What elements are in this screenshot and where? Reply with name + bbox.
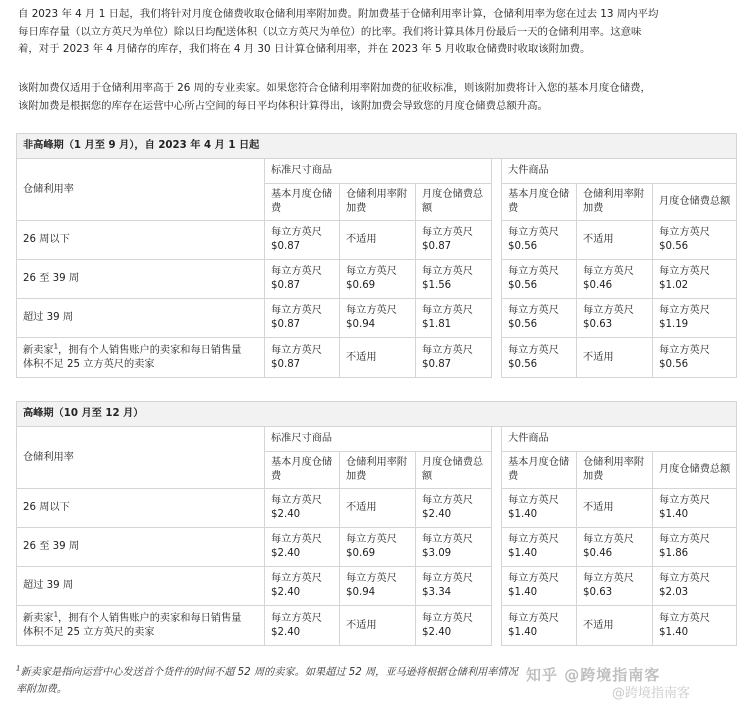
large-surcharge-line: 不适用 xyxy=(583,234,614,245)
large-total-fee xyxy=(653,606,737,646)
intro-paragraph-2 xyxy=(18,80,718,115)
standard-surcharge-line: $0.94 xyxy=(346,319,376,330)
large-total-fee-line: 每立方英尺 xyxy=(659,227,710,238)
standard-total-fee-line: $2.40 xyxy=(422,509,452,520)
large-surcharge-line: $0.46 xyxy=(583,548,613,559)
table-row xyxy=(17,260,737,299)
standard-base-fee-line: 每立方英尺 xyxy=(271,266,322,277)
large-base-fee-line: $1.40 xyxy=(508,548,538,559)
standard-total-fee-line: 每立方英尺 xyxy=(422,495,473,506)
large-base-fee-line: $0.56 xyxy=(508,319,538,330)
row-label-line xyxy=(23,311,264,325)
period-header: 非高峰期（1 月至 9 月），自 2023 年 4 月 1 日起 xyxy=(17,134,737,159)
standard-surcharge xyxy=(340,338,416,378)
large-total-fee-line: $1.02 xyxy=(659,280,689,291)
standard-surcharge-line: $0.94 xyxy=(346,587,376,598)
large-surcharge-line: 不适用 xyxy=(583,351,614,363)
column-gap xyxy=(492,452,502,489)
large-base-fee xyxy=(502,606,577,646)
large-total-fee-line: 每立方英尺 xyxy=(659,344,710,356)
row-label-text: 新卖家 xyxy=(23,612,54,624)
large-surcharge xyxy=(577,489,653,528)
large-total-fee xyxy=(653,299,737,338)
table-row xyxy=(17,528,737,567)
standard-total-fee-line: $0.87 xyxy=(422,358,452,370)
standard-total-fee xyxy=(416,338,492,378)
standard-base-fee xyxy=(265,528,340,567)
large-base-fee-line: $1.40 xyxy=(508,626,538,638)
standard-surcharge-line: 每立方英尺 xyxy=(346,305,397,316)
row-label xyxy=(17,221,265,260)
column-gap xyxy=(492,567,502,606)
large-base-fee-line: 每立方英尺 xyxy=(508,227,559,238)
intro-line: 该附加费是根据您的库存在运营中心所占空间的每日平均体积计算得出，该附加费会导致您的月度仓储费总额升高。 xyxy=(18,99,548,112)
large-base-fee xyxy=(502,221,577,260)
column-header: 仓储利用率附加费 xyxy=(340,184,416,221)
large-total-fee-line: 每立方英尺 xyxy=(659,573,710,584)
row-label-text: 26 周以下 xyxy=(23,234,70,245)
large-base-fee xyxy=(502,528,577,567)
large-total-fee-line: 每立方英尺 xyxy=(659,305,710,316)
standard-base-fee-line: $2.40 xyxy=(271,626,301,638)
standard-surcharge xyxy=(340,606,416,646)
large-total-fee-line: 每立方英尺 xyxy=(659,495,710,506)
standard-surcharge-line: 不适用 xyxy=(346,619,377,631)
column-header: 基本月度仓储费 xyxy=(265,184,340,221)
large-surcharge-line: 每立方英尺 xyxy=(583,305,634,316)
standard-surcharge xyxy=(340,528,416,567)
standard-total-fee xyxy=(416,299,492,338)
standard-total-fee xyxy=(416,528,492,567)
rate-header: 仓储利用率 xyxy=(17,427,265,489)
standard-base-fee-line: 每立方英尺 xyxy=(271,573,322,584)
standard-total-fee xyxy=(416,489,492,528)
large-base-fee xyxy=(502,489,577,528)
standard-surcharge-line: $0.69 xyxy=(346,280,376,291)
large-total-fee xyxy=(653,221,737,260)
large-surcharge-line: 每立方英尺 xyxy=(583,534,634,545)
large-surcharge-line: 每立方英尺 xyxy=(583,266,634,277)
standard-total-fee xyxy=(416,606,492,646)
footnote-line: 率附加费。 xyxy=(16,684,67,695)
large-surcharge-line: 不适用 xyxy=(583,619,614,631)
column-header: 仓储利用率附加费 xyxy=(340,452,416,489)
standard-total-fee-line: 每立方英尺 xyxy=(422,534,473,545)
intro-line: 自 2023 年 4 月 1 日起，我们将针对月度仓储费收取仓储利用率附加费。附加费基于仓储利用率计算，仓储利用率为您在过去 13 周内平均 xyxy=(18,8,659,20)
row-label-line: 体积不足 25 立方英尺的卖家 xyxy=(23,358,155,370)
standard-base-fee-line: 每立方英尺 xyxy=(271,344,322,356)
large-base-fee xyxy=(502,260,577,299)
large-surcharge-line: 不适用 xyxy=(583,502,614,513)
standard-base-fee-line: 每立方英尺 xyxy=(271,495,322,506)
large-total-fee-line: 每立方英尺 xyxy=(659,612,710,624)
group-large-header: 大件商品 xyxy=(502,159,737,184)
row-label-text: ，拥有个人销售账户的卖家和每日销售量 xyxy=(58,612,242,624)
column-header: 月度仓储费总额 xyxy=(416,452,492,489)
standard-base-fee-line: $2.40 xyxy=(271,587,301,598)
standard-total-fee-line: 每立方英尺 xyxy=(422,344,473,356)
table-row xyxy=(17,338,737,378)
large-base-fee-line: 每立方英尺 xyxy=(508,534,559,545)
watermark: 知乎 @跨境指南客 xyxy=(526,666,661,684)
large-surcharge xyxy=(577,606,653,646)
column-header: 基本月度仓储费 xyxy=(265,452,340,489)
group-large-header: 大件商品 xyxy=(502,427,737,452)
row-label-text: ，拥有个人销售账户的卖家和每日销售量 xyxy=(58,344,242,356)
intro-line: 每日库存量（以立方英尺为单位）除以日均配送体积（以立方英尺为单位）的比率。我们将计算具体月份最后一天的仓储利用率。这意味 xyxy=(18,25,642,38)
large-base-fee-line: 每立方英尺 xyxy=(508,573,559,584)
row-label-line: 体积不足 25 立方英尺的卖家 xyxy=(23,626,155,638)
column-gap xyxy=(492,159,502,184)
large-surcharge xyxy=(577,299,653,338)
standard-total-fee xyxy=(416,567,492,606)
large-total-fee xyxy=(653,338,737,378)
row-label-line xyxy=(23,233,264,247)
standard-surcharge xyxy=(340,221,416,260)
standard-base-fee xyxy=(265,299,340,338)
large-base-fee-line: $0.56 xyxy=(508,280,538,291)
standard-total-fee-line: $1.81 xyxy=(422,319,452,330)
column-gap xyxy=(492,221,502,260)
large-total-fee-line: $1.40 xyxy=(659,509,689,520)
standard-base-fee-line: $0.87 xyxy=(271,241,301,252)
intro-line: 着，对于 2023 年 4 月储存的库存，我们将在 4 月 30 日计算仓储利用率，并在 2023 年 5 月收取仓储费时收取该附加费。 xyxy=(18,43,591,55)
column-gap xyxy=(492,338,502,378)
large-base-fee-line: $0.56 xyxy=(508,241,538,252)
intro-line: 该附加费仅适用于仓储利用率高于 26 周的专业卖家。如果您符合仓储利用率附加费的征收标准，则该附加费将计入您的基本月度仓储费， xyxy=(18,82,651,94)
column-gap xyxy=(492,260,502,299)
fee-table xyxy=(16,133,737,378)
large-surcharge xyxy=(577,338,653,378)
large-total-fee xyxy=(653,567,737,606)
large-total-fee-line: $1.86 xyxy=(659,548,689,559)
large-base-fee-line: 每立方英尺 xyxy=(508,305,559,316)
column-header: 月度仓储费总额 xyxy=(653,184,737,221)
column-header: 仓储利用率附加费 xyxy=(577,184,653,221)
standard-total-fee-line: $2.40 xyxy=(422,626,452,638)
standard-surcharge xyxy=(340,260,416,299)
column-gap xyxy=(492,427,502,452)
large-total-fee-line: $0.56 xyxy=(659,358,689,370)
row-label-text: 26 周以下 xyxy=(23,502,70,513)
row-label-text: 26 至 39 周 xyxy=(23,541,80,552)
large-base-fee-line: $1.40 xyxy=(508,509,538,520)
column-gap xyxy=(492,528,502,567)
column-gap xyxy=(492,606,502,646)
standard-base-fee xyxy=(265,260,340,299)
standard-base-fee xyxy=(265,221,340,260)
standard-surcharge-line: 不适用 xyxy=(346,351,377,363)
large-surcharge-line: $0.63 xyxy=(583,319,613,330)
footnote-marker: 1 xyxy=(53,342,59,351)
table-row xyxy=(17,299,737,338)
column-header: 月度仓储费总额 xyxy=(416,184,492,221)
standard-total-fee-line: 每立方英尺 xyxy=(422,266,473,277)
row-label xyxy=(17,338,265,378)
row-label-text: 超过 39 周 xyxy=(23,312,74,323)
large-total-fee-line: 每立方英尺 xyxy=(659,266,710,277)
group-standard-header: 标准尺寸商品 xyxy=(265,427,492,452)
large-total-fee xyxy=(653,489,737,528)
row-label-line xyxy=(23,540,264,554)
standard-surcharge-line: 不适用 xyxy=(346,502,377,513)
footnote-marker: 1 xyxy=(16,664,21,673)
standard-base-fee-line: 每立方英尺 xyxy=(271,305,322,316)
large-total-fee-line: $2.03 xyxy=(659,587,689,598)
column-header: 月度仓储费总额 xyxy=(653,452,737,489)
column-gap xyxy=(492,184,502,221)
standard-surcharge xyxy=(340,489,416,528)
standard-surcharge-line: 不适用 xyxy=(346,234,377,245)
period-header: 高峰期（10 月至 12 月） xyxy=(17,402,737,427)
row-label xyxy=(17,299,265,338)
table-row xyxy=(17,221,737,260)
column-header: 基本月度仓储费 xyxy=(502,452,577,489)
standard-base-fee xyxy=(265,567,340,606)
standard-total-fee-line: $3.34 xyxy=(422,587,452,598)
table-row xyxy=(17,489,737,528)
standard-surcharge xyxy=(340,299,416,338)
column-header: 仓储利用率附加费 xyxy=(577,452,653,489)
standard-surcharge-line: $0.69 xyxy=(346,548,376,559)
large-base-fee-line: 每立方英尺 xyxy=(508,344,559,356)
large-surcharge-line: 每立方英尺 xyxy=(583,573,634,584)
large-surcharge xyxy=(577,221,653,260)
standard-total-fee-line: $3.09 xyxy=(422,548,452,559)
large-surcharge xyxy=(577,567,653,606)
row-label xyxy=(17,606,265,646)
standard-base-fee xyxy=(265,489,340,528)
large-base-fee-line: $0.56 xyxy=(508,358,538,370)
row-label-text: 超过 39 周 xyxy=(23,580,74,591)
large-base-fee-line: 每立方英尺 xyxy=(508,612,559,624)
row-label-line xyxy=(23,501,264,515)
large-total-fee-line: 每立方英尺 xyxy=(659,534,710,545)
large-total-fee xyxy=(653,260,737,299)
standard-total-fee xyxy=(416,221,492,260)
large-total-fee-line: $1.40 xyxy=(659,626,689,638)
footnote-marker: 1 xyxy=(53,610,59,619)
standard-base-fee-line: $0.87 xyxy=(271,358,301,370)
standard-base-fee xyxy=(265,606,340,646)
column-gap xyxy=(492,299,502,338)
large-total-fee-line: $0.56 xyxy=(659,241,689,252)
standard-surcharge-line: 每立方英尺 xyxy=(346,573,397,584)
row-label-line xyxy=(23,344,264,358)
standard-base-fee-line: $2.40 xyxy=(271,509,301,520)
standard-surcharge-line: 每立方英尺 xyxy=(346,534,397,545)
standard-base-fee-line: $2.40 xyxy=(271,548,301,559)
standard-total-fee-line: $1.56 xyxy=(422,280,452,291)
standard-base-fee xyxy=(265,338,340,378)
large-surcharge xyxy=(577,528,653,567)
large-base-fee xyxy=(502,567,577,606)
standard-total-fee-line: $0.87 xyxy=(422,241,452,252)
standard-total-fee-line: 每立方英尺 xyxy=(422,227,473,238)
standard-base-fee-line: 每立方英尺 xyxy=(271,612,322,624)
table-row xyxy=(17,606,737,646)
rate-header: 仓储利用率 xyxy=(17,159,265,221)
standard-total-fee-line: 每立方英尺 xyxy=(422,612,473,624)
row-label-text: 26 至 39 周 xyxy=(23,273,80,284)
large-base-fee xyxy=(502,338,577,378)
large-total-fee-line: $1.19 xyxy=(659,319,689,330)
large-base-fee-line: $1.40 xyxy=(508,587,538,598)
large-surcharge-line: $0.63 xyxy=(583,587,613,598)
large-base-fee xyxy=(502,299,577,338)
standard-surcharge xyxy=(340,567,416,606)
intro-paragraph-1 xyxy=(18,6,718,59)
fee-table xyxy=(16,401,737,646)
standard-base-fee-line: 每立方英尺 xyxy=(271,227,322,238)
standard-total-fee xyxy=(416,260,492,299)
standard-total-fee-line: 每立方英尺 xyxy=(422,573,473,584)
standard-base-fee-line: $0.87 xyxy=(271,280,301,291)
table-row xyxy=(17,567,737,606)
row-label-line xyxy=(23,579,264,593)
row-label-text: 新卖家 xyxy=(23,344,54,356)
standard-surcharge-line: 每立方英尺 xyxy=(346,266,397,277)
large-surcharge xyxy=(577,260,653,299)
row-label xyxy=(17,528,265,567)
large-surcharge-line: $0.46 xyxy=(583,280,613,291)
row-label-line xyxy=(23,272,264,286)
large-base-fee-line: 每立方英尺 xyxy=(508,266,559,277)
column-header: 基本月度仓储费 xyxy=(502,184,577,221)
standard-total-fee-line: 每立方英尺 xyxy=(422,305,473,316)
row-label xyxy=(17,567,265,606)
large-total-fee xyxy=(653,528,737,567)
group-standard-header: 标准尺寸商品 xyxy=(265,159,492,184)
watermark-sub: @跨境指南客 xyxy=(612,686,691,701)
standard-base-fee-line: $0.87 xyxy=(271,319,301,330)
row-label-line xyxy=(23,612,264,626)
large-base-fee-line: 每立方英尺 xyxy=(508,495,559,506)
footnote-line: 新卖家是指向运营中心发送首个货件的时间不超 52 周的卖家。如果超过 52 周，亚马逊将根据仓储利用率情况 xyxy=(20,667,518,678)
column-gap xyxy=(492,489,502,528)
row-label xyxy=(17,260,265,299)
standard-base-fee-line: 每立方英尺 xyxy=(271,534,322,545)
row-label xyxy=(17,489,265,528)
